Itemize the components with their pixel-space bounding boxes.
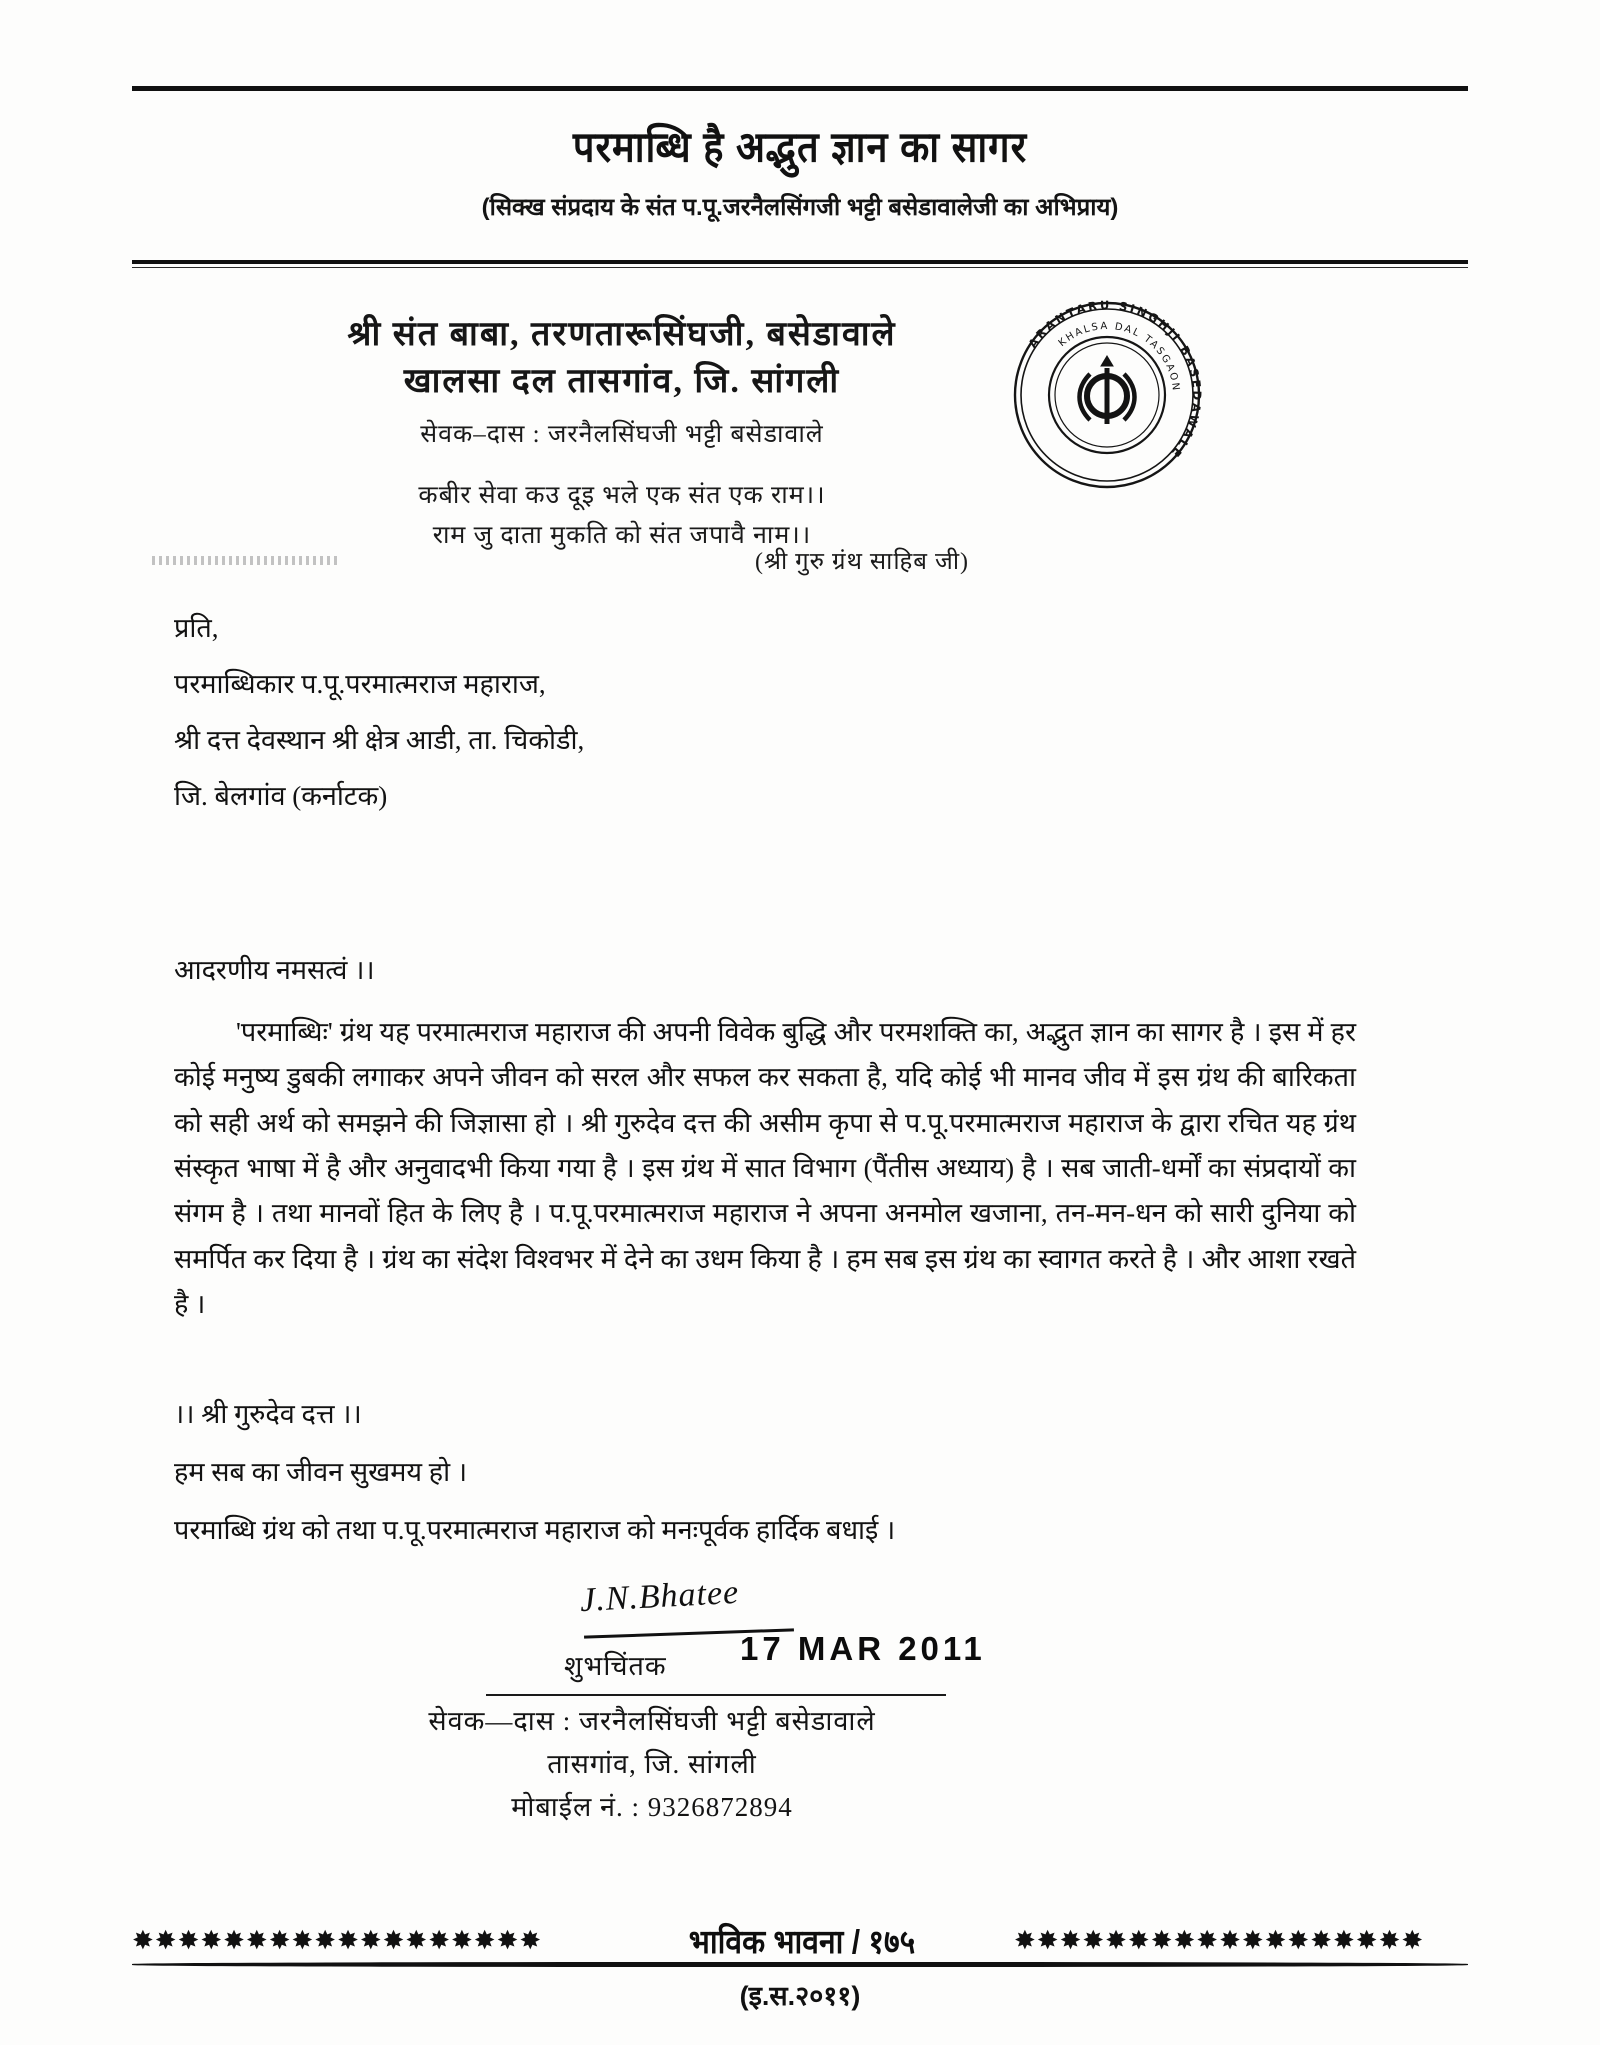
- footer-ornament-right: ✸✸✸✸✸✸✸✸✸✸✸✸✸✸✸✸✸✸: [1014, 1926, 1425, 1956]
- page-subtitle: (सिक्ख संप्रदाय के संत प.पू.जरनैलसिंगजी भट्टी बसेडावालेजी का अभिप्राय): [481, 194, 1119, 221]
- blessing-line: ।। श्री गुरुदेव दत्त ।।: [174, 1399, 362, 1429]
- page-sheet: [132, 0, 1468, 2045]
- couplet-line-1: कबीर सेवा कउ दूइ भले एक संत एक राम।।: [418, 481, 826, 509]
- body-paragraph-1: 'परमाब्धिः' ग्रंथ यह परमात्मराज महाराज की अपनी विवेक बुद्धि और परमशक्ति का, अद्भुत ज्ञान का सागर है । इस में हर कोई मनुष्य डुबकी लगाकर अपने जीवन को सरल और सफल कर सकता है, यदि कोई भी मानव जीव में इस ग्रंथ की बारिकता को सही अर्थ को समझने की जिज्ञासा हो । श्री गुरुदेव दत्त की असीम कृपा से प.पू.परमात्मराज महाराज के द्वारा रचित यह ग्रंथ संस्कृत भाषा में है और अनुवादभी किया गया है । इस ग्रंथ में सात विभाग (पैंतीस अध्याय) है । सब जाती-धर्मों का संप्रदायों का संगम है । तथा मानवों हित के लिए है । प.पू.परमात्मराज महाराज ने अपना अनमोल खजाना, तन-मन-धन को सारी दुनिया को समर्पित कर दिया है । ग्रंथ का संदेश विश्वभर में देने का उधम किया है । हम सब इस ग्रंथ का स्वागत करते है । और आशा रखते है ।: [174, 1017, 1356, 1320]
- letterhead-block: [172, 312, 1072, 575]
- svg-text:KHALSA DAL TASGAON: KHALSA DAL TASGAON: [1056, 320, 1182, 393]
- letterhead-sevak-line: सेवक–दास : जरनैलसिंघजी भट्टी बसेडावाले: [420, 420, 824, 448]
- scan-artifact: [152, 556, 337, 565]
- couplet-line-2: राम जु दाता मुकति को संत जपावै नाम।।: [432, 522, 812, 550]
- handwritten-signature: J.N.Bhatee: [579, 1573, 741, 1620]
- date-stamp: 17 MAR 2011: [740, 1630, 986, 1667]
- top-divider-rule: [132, 86, 1468, 91]
- footer-title: भाविक भावना / १७५: [688, 1924, 916, 1961]
- footer-divider-rule: [132, 1962, 1468, 1967]
- congratulation-line: परमाब्धि ग्रंथ को तथा प.पू.परमात्मराज महाराज को मनःपूर्वक हार्दिक बधाई ।: [174, 1515, 896, 1545]
- letterhead-line-2: खालसा दल तासगांव, जि. सांगली: [403, 362, 841, 400]
- couplet-source-citation: (श्री गुरु ग्रंथ साहिब जी): [754, 549, 970, 575]
- footer-ornament-left: ✸✸✸✸✸✸✸✸✸✸✸✸✸✸✸✸✸✸: [132, 1926, 543, 1956]
- official-seal-stamp: [1002, 290, 1212, 500]
- address-line-2: श्री दत्त देवस्थान श्री क्षेत्र आडी, ता. चिकोडी,: [174, 725, 585, 756]
- sender-line-1: सेवक—दास : जरनैलसिंघजी भट्टी बसेडावाले: [428, 1700, 875, 1743]
- letter-body: [174, 1010, 1356, 1328]
- footer-year: (इ.स.२०११): [739, 1981, 861, 2011]
- page-title: परमाब्धि है अद्भुत ज्ञान का सागर: [572, 124, 1028, 172]
- page-footer: [132, 1920, 1468, 1968]
- sender-line-3: मोबाईल नं. : 9326872894: [511, 1792, 793, 1823]
- address-line-3: जि. बेलगांव (कर्नाटक): [174, 781, 388, 812]
- header-divider-rule: [132, 260, 1468, 264]
- address-block: [174, 600, 1174, 825]
- address-line-1: परमाब्धिकार प.पू.परमात्मराज महाराज,: [174, 669, 546, 700]
- sender-line-2: तासगांव, जि. सांगली: [547, 1749, 757, 1780]
- address-to: प्रति,: [174, 613, 219, 643]
- salutation-line: आदरणीय नमसत्वं ।।: [174, 955, 375, 985]
- wish-line: हम सब का जीवन सुखमय हो ।: [174, 1457, 468, 1487]
- sender-block: [132, 1700, 1172, 1830]
- svg-text:ARANTARU SINGHJI BASEDAWALE: ARANTARU SINGHJI BASEDAWALE: [1025, 297, 1205, 462]
- letterhead-line-1: श्री संत बाबा, तरणतारूसिंघजी, बसेडावाले: [347, 316, 897, 353]
- signature-label: शुभचिंतक: [564, 1651, 667, 1681]
